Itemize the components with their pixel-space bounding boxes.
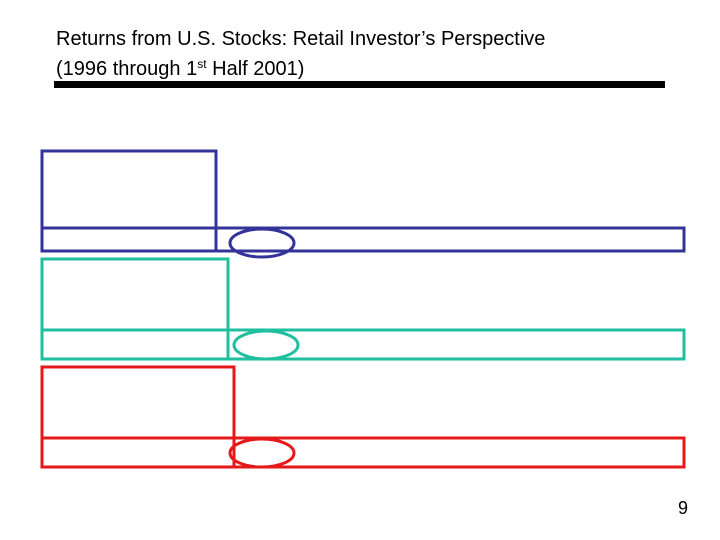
diagram-row-3 bbox=[42, 367, 684, 467]
diagram-row-1 bbox=[42, 151, 684, 257]
row-3-wide-bar bbox=[42, 438, 684, 467]
row-1-wide-bar bbox=[42, 228, 684, 251]
slide-title-line-2-start: (1996 through 1 bbox=[56, 58, 198, 80]
row-2-tall-box bbox=[42, 259, 228, 359]
ordinal-superscript: st bbox=[197, 57, 207, 71]
row-2-ellipse bbox=[234, 331, 298, 359]
diagram-row-2 bbox=[42, 259, 684, 359]
page-number: 9 bbox=[677, 498, 688, 518]
slide-title-line-1: Returns from U.S. Stocks: Retail Investor’s Perspective bbox=[56, 28, 546, 50]
row-1-tall-box bbox=[42, 151, 216, 251]
row-3-tall-box bbox=[42, 367, 234, 467]
row-1-ellipse bbox=[230, 229, 294, 257]
row-3-ellipse bbox=[230, 439, 294, 467]
slide-title-line-2-end: Half 2001) bbox=[206, 58, 305, 80]
row-2-wide-bar bbox=[42, 330, 684, 359]
